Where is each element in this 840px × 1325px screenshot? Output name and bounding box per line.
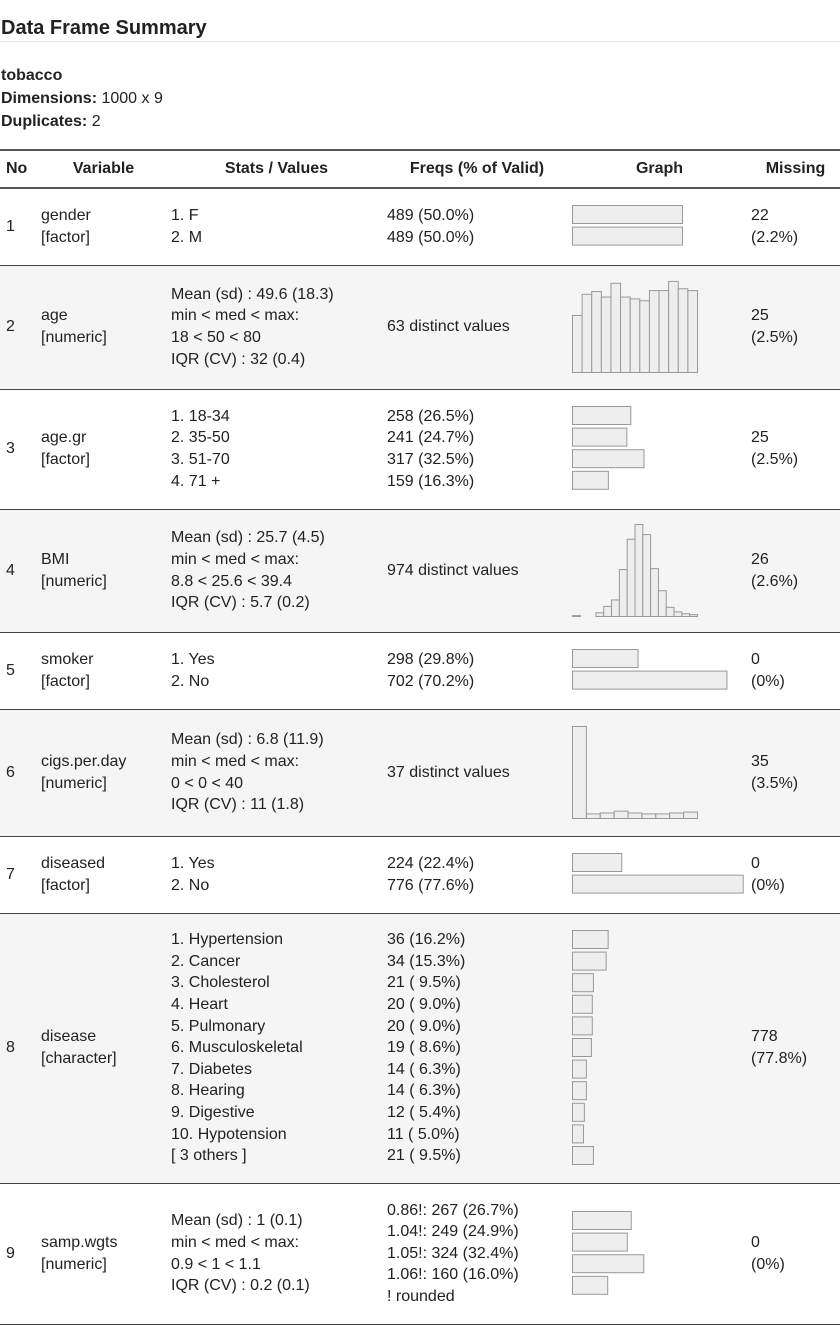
histogram-bin (651, 568, 659, 616)
histogram-bin (666, 607, 674, 616)
missing-count: 778 (751, 1028, 778, 1046)
bar-mark (573, 407, 631, 425)
stats-line: 2. No (171, 876, 210, 894)
dimensions-label: Dimensions: (1, 90, 98, 107)
graph-svg (572, 649, 732, 692)
stats-line: 10. Hypotension (171, 1125, 287, 1143)
graph-cell (567, 389, 747, 509)
row-number: 9 (0, 1183, 36, 1324)
freq-line: 21 ( 9.5%) (387, 974, 461, 992)
table-row (0, 913, 840, 1183)
missing-cell (747, 1183, 840, 1324)
histogram-bin (649, 291, 659, 373)
freq-line: 1.04!: 249 (24.9%) (387, 1223, 519, 1241)
variable-type: [numeric] (41, 1255, 107, 1273)
freq-line: 14 ( 6.3%) (387, 1060, 461, 1078)
graph-cell (567, 265, 747, 389)
histogram-bin (573, 615, 581, 616)
stats-line: min < med < max: (171, 307, 300, 325)
freq-line: 159 (16.3%) (387, 472, 475, 490)
freq-line: 298 (29.8%) (387, 650, 475, 668)
missing-cell (747, 389, 840, 509)
stats-cell (166, 913, 382, 1183)
row-number: 4 (0, 509, 36, 632)
variable-type: [character] (41, 1050, 117, 1067)
histogram-bin (604, 606, 612, 616)
stats-cell (166, 389, 382, 509)
variable-cell (36, 709, 166, 836)
stats-line: 5. Pulmonary (171, 1017, 266, 1035)
duplicates-label: Duplicates: (1, 113, 88, 130)
variable-type: [numeric] (41, 774, 107, 792)
stats-line: 4. 71 + (171, 472, 221, 490)
stats-line: 6. Musculoskeletal (171, 1039, 303, 1057)
col-header-graph: Graph (567, 150, 747, 188)
page-title: Data Frame Summary (0, 0, 840, 42)
missing-cell (747, 913, 840, 1183)
table-row (0, 509, 840, 632)
stats-line: 2. No (171, 672, 210, 690)
dataset-meta (0, 42, 840, 133)
freq-line: 317 (32.5%) (387, 451, 475, 468)
stats-cell (166, 632, 382, 709)
freqs-cell (382, 632, 567, 709)
freq-line: 14 ( 6.3%) (387, 1082, 461, 1100)
histogram-bin (674, 611, 682, 616)
freqs-cell (382, 836, 567, 913)
stats-line: Mean (sd) : 1 (0.1) (171, 1212, 303, 1230)
graph-svg (572, 524, 699, 618)
histogram-bin (642, 813, 656, 818)
missing-count: 25 (751, 429, 769, 447)
stats-cell (166, 188, 382, 265)
freq-line: 776 (77.6%) (387, 876, 475, 894)
stats-cell (166, 1183, 382, 1324)
graph-cell (567, 632, 747, 709)
variable-cell (36, 913, 166, 1183)
bar-mark (573, 1016, 593, 1034)
histogram-bin (635, 524, 643, 616)
histogram-bin (659, 291, 669, 373)
missing-cell (747, 632, 840, 709)
col-header-freqs: Freqs (% of Valid) (382, 150, 567, 188)
stats-line: IQR (CV) : 5.7 (0.2) (171, 594, 310, 612)
table-row (0, 632, 840, 709)
graph-cell (567, 188, 747, 265)
histogram-bin (612, 599, 620, 616)
variable-cell (36, 389, 166, 509)
bar-mark (573, 1124, 584, 1142)
table-row (0, 836, 840, 913)
graph-cell (567, 1183, 747, 1324)
stats-line: IQR (CV) : 32 (0.4) (171, 350, 306, 368)
stats-line: 2. M (171, 228, 203, 246)
table-row (0, 265, 840, 389)
freqs-cell (382, 709, 567, 836)
row-number: 7 (0, 836, 36, 913)
row-number: 2 (0, 265, 36, 389)
stats-line: Mean (sd) : 49.6 (18.3) (171, 285, 334, 303)
row-number: 3 (0, 389, 36, 509)
dimensions-value: 1000 x 9 (101, 90, 163, 107)
col-header-missing: Missing (747, 150, 840, 188)
histogram-bin (630, 299, 640, 373)
histogram-bin (628, 812, 642, 818)
freq-line: 241 (24.7%) (387, 429, 475, 447)
bar-mark (573, 1060, 587, 1078)
graph-cell (567, 913, 747, 1183)
missing-percent: (2.5%) (751, 451, 799, 468)
histogram-bin (621, 297, 631, 372)
bar-mark (573, 1146, 594, 1164)
histogram-bin (670, 812, 684, 818)
missing-percent: (3.5%) (751, 774, 799, 792)
histogram-bin (658, 590, 666, 616)
variable-type: [factor] (41, 672, 90, 690)
missing-cell (747, 709, 840, 836)
freq-line: 37 distinct values (387, 763, 510, 781)
freq-line: 1.05!: 324 (32.4%) (387, 1244, 519, 1262)
stats-cell (166, 836, 382, 913)
stats-line: 8.8 < 25.6 < 39.4 (171, 572, 292, 590)
table-row (0, 188, 840, 265)
bar-mark (573, 1276, 608, 1294)
summary-table (0, 149, 840, 1325)
variable-cell (36, 836, 166, 913)
histogram-bin (669, 281, 679, 372)
histogram-bin (619, 569, 627, 616)
freq-line: 489 (50.0%) (387, 228, 475, 246)
graph-svg (572, 1211, 732, 1297)
histogram-bin (601, 297, 611, 372)
histogram-bin (643, 534, 651, 616)
freq-line: 34 (15.3%) (387, 952, 466, 970)
graph-cell (567, 709, 747, 836)
stats-line: 1. Yes (171, 854, 215, 872)
variable-type: [numeric] (41, 329, 107, 346)
bar-mark (573, 1038, 592, 1056)
row-number: 8 (0, 913, 36, 1183)
stats-line: 18 < 50 < 80 (171, 329, 261, 346)
freqs-cell (382, 188, 567, 265)
missing-count: 0 (751, 1233, 760, 1251)
bar-mark (573, 471, 609, 489)
duplicates-value: 2 (91, 113, 101, 130)
variable-cell (36, 188, 166, 265)
missing-percent: (77.8%) (751, 1050, 808, 1067)
graph-svg (572, 406, 732, 492)
variable-cell (36, 1183, 166, 1324)
histogram-bin (582, 294, 592, 372)
bar-mark (573, 952, 607, 970)
row-number: 1 (0, 188, 36, 265)
missing-count: 25 (751, 307, 769, 325)
freq-line: 11 ( 5.0%) (387, 1125, 460, 1143)
stats-line: 0 < 0 < 40 (171, 774, 244, 792)
freqs-cell (382, 509, 567, 632)
histogram-bin (688, 291, 698, 373)
graph-svg (572, 726, 699, 820)
row-number: 6 (0, 709, 36, 836)
histogram-bin (640, 301, 650, 373)
bar-mark (573, 228, 683, 246)
freq-line: 20 ( 9.0%) (387, 996, 461, 1014)
missing-cell (747, 188, 840, 265)
missing-count: 0 (751, 650, 760, 668)
bar-mark (573, 450, 645, 468)
missing-percent: (2.5%) (751, 329, 799, 346)
bar-mark (573, 1254, 644, 1272)
histogram-bin (596, 612, 604, 616)
histogram-bin (614, 811, 628, 818)
freqs-cell (382, 913, 567, 1183)
stats-line: Mean (sd) : 25.7 (4.5) (171, 529, 325, 547)
bar-mark (573, 875, 744, 893)
missing-percent: (2.2%) (751, 228, 799, 246)
freq-line: ! rounded (387, 1287, 455, 1305)
bar-mark (573, 930, 609, 948)
graph-cell (567, 836, 747, 913)
missing-cell (747, 509, 840, 632)
stats-line: 1. F (171, 207, 199, 225)
freqs-cell (382, 389, 567, 509)
missing-percent: (2.6%) (751, 572, 799, 590)
variable-name: gender (41, 207, 91, 225)
graph-svg (572, 930, 732, 1167)
missing-count: 22 (751, 207, 769, 225)
variable-cell (36, 265, 166, 389)
variable-type: [factor] (41, 228, 90, 246)
histogram-bin (573, 726, 587, 818)
freq-line: 0.86!: 267 (26.7%) (387, 1201, 519, 1219)
stats-line: 2. Cancer (171, 952, 241, 970)
histogram-bin (656, 813, 670, 818)
missing-cell (747, 265, 840, 389)
table-body (0, 188, 840, 1324)
stats-line: 3. Cholesterol (171, 974, 270, 992)
table-row (0, 389, 840, 509)
row-number: 5 (0, 632, 36, 709)
missing-percent: (0%) (751, 876, 785, 894)
variable-cell (36, 509, 166, 632)
missing-percent: (0%) (751, 672, 785, 690)
bar-mark (573, 995, 593, 1013)
stats-line: 2. 35-50 (171, 429, 230, 447)
stats-line: min < med < max: (171, 752, 300, 770)
histogram-bin (600, 812, 614, 818)
stats-line: min < med < max: (171, 1233, 300, 1251)
histogram-bin (586, 813, 600, 818)
col-header-stats: Stats / Values (166, 150, 382, 188)
histogram-bin (573, 315, 583, 372)
variable-name: samp.wgts (41, 1233, 118, 1251)
variable-name: disease (41, 1028, 97, 1046)
stats-line: min < med < max: (171, 550, 300, 568)
histogram-bin (690, 614, 698, 616)
graph-cell (567, 509, 747, 632)
bar-mark (573, 671, 727, 689)
col-header-no: No (0, 150, 36, 188)
stats-cell (166, 265, 382, 389)
missing-percent: (0%) (751, 1255, 785, 1273)
freq-line: 19 ( 8.6%) (387, 1039, 461, 1057)
histogram-bin (684, 812, 698, 818)
col-header-variable: Variable (36, 150, 166, 188)
bar-mark (573, 1211, 632, 1229)
freq-line: 36 (16.2%) (387, 931, 466, 949)
stats-line: 1. Hypertension (171, 931, 284, 949)
variable-name: smoker (41, 650, 94, 668)
variable-cell (36, 632, 166, 709)
table-row (0, 709, 840, 836)
bar-mark (573, 1081, 587, 1099)
histogram-bin (592, 292, 602, 373)
stats-line: IQR (CV) : 11 (1.8) (171, 796, 305, 814)
stats-cell (166, 509, 382, 632)
bar-mark (573, 1103, 585, 1121)
freq-line: 489 (50.0%) (387, 207, 475, 225)
stats-line: 0.9 < 1 < 1.1 (171, 1255, 261, 1273)
freq-line: 12 ( 5.4%) (387, 1103, 461, 1121)
stats-line: 9. Digestive (171, 1103, 255, 1121)
freq-line: 974 distinct values (387, 561, 519, 579)
freq-line: 224 (22.4%) (387, 854, 475, 872)
stats-line: 3. 51-70 (171, 451, 230, 468)
freq-line: 20 ( 9.0%) (387, 1017, 461, 1035)
stats-line: 7. Diabetes (171, 1060, 252, 1078)
freq-line: 1.06!: 160 (16.0%) (387, 1266, 519, 1284)
stats-line: 4. Heart (171, 996, 228, 1014)
variable-name: BMI (41, 550, 70, 568)
stats-line: 1. Yes (171, 650, 215, 668)
dataset-name: tobacco (1, 67, 63, 84)
variable-name: diseased (41, 854, 106, 872)
missing-count: 0 (751, 854, 760, 872)
freqs-cell (382, 265, 567, 389)
header-row (0, 150, 840, 188)
variable-name: age (41, 307, 68, 325)
stats-line: IQR (CV) : 0.2 (0.1) (171, 1277, 310, 1295)
histogram-bin (678, 289, 688, 373)
histogram-bin (682, 613, 690, 616)
variable-type: [factor] (41, 876, 90, 894)
graph-svg (572, 280, 699, 374)
variable-type: [factor] (41, 451, 90, 468)
histogram-bin (611, 283, 621, 372)
missing-count: 35 (751, 752, 769, 770)
stats-line: 8. Hearing (171, 1082, 245, 1100)
variable-type: [numeric] (41, 572, 107, 590)
missing-cell (747, 836, 840, 913)
graph-svg (572, 205, 732, 248)
variable-name: cigs.per.day (41, 752, 127, 770)
graph-svg (572, 853, 732, 896)
variable-name: age.gr (41, 429, 87, 447)
bar-mark (573, 428, 627, 446)
bar-mark (573, 206, 683, 224)
bar-mark (573, 1233, 628, 1251)
bar-mark (573, 650, 639, 668)
freq-line: 258 (26.5%) (387, 407, 475, 425)
stats-line: 1. 18-34 (171, 407, 230, 425)
freq-line: 21 ( 9.5%) (387, 1147, 461, 1165)
stats-line: Mean (sd) : 6.8 (11.9) (171, 731, 324, 749)
bar-mark (573, 854, 622, 872)
missing-count: 26 (751, 550, 769, 568)
stats-line: [ 3 others ] (171, 1147, 247, 1165)
histogram-bin (627, 539, 635, 616)
freqs-cell (382, 1183, 567, 1324)
bar-mark (573, 973, 594, 991)
table-row (0, 1183, 840, 1324)
stats-cell (166, 709, 382, 836)
freq-line: 702 (70.2%) (387, 672, 475, 690)
freq-line: 63 distinct values (387, 318, 510, 336)
